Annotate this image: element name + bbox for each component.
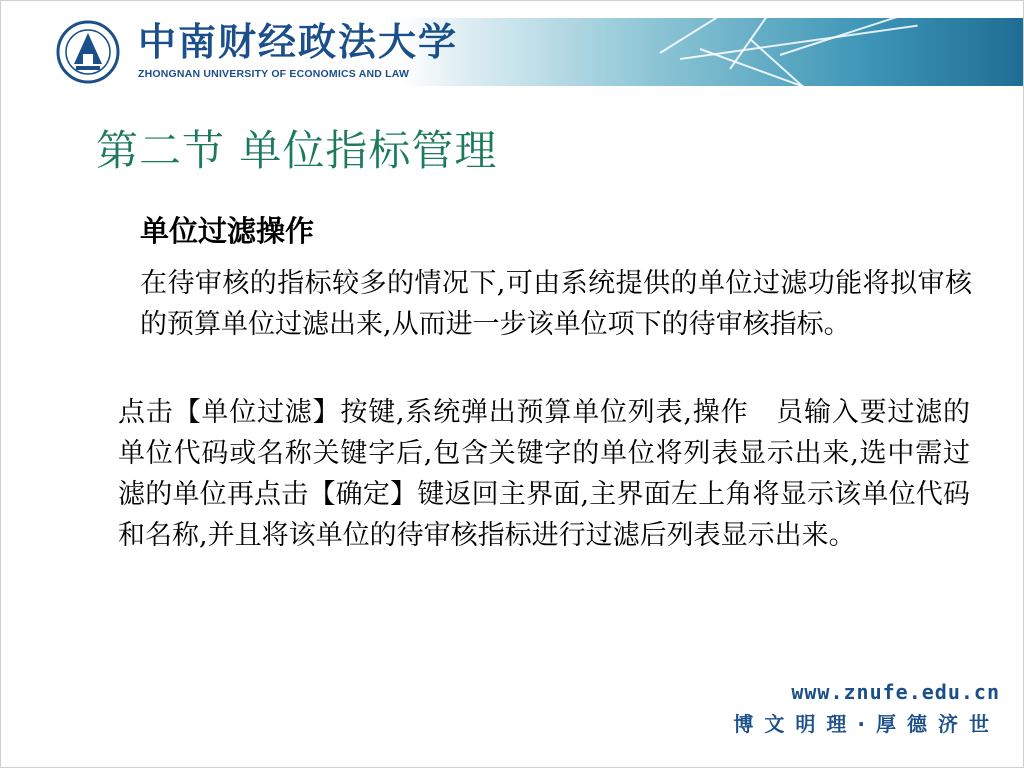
slide-title: 第二节 单位指标管理 [96, 126, 498, 175]
body-paragraph-2: 点击【单位过滤】按键,系统弹出预算单位列表,操作 员输入要过滤的单位代码或名称关键字后,包含关键字的单位将列表显示出来,选中需过滤的单位再点击【确定】键返回主界面,主界面左上角将显示该单位代码和名称,并且将该单位的待审核指标进行过滤后列表显示出来。 [118, 397, 970, 551]
university-name: 中南财经政法大学 [138, 19, 459, 64]
footer-url: www.znufe.edu.cn [791, 680, 1000, 704]
body-paragraph-1: 在待审核的指标较多的情况下,可由系统提供的单位过滤功能将拟审核的预算单位过滤出来,从而进一步该单位项下的待审核指标。 [140, 268, 972, 340]
university-seal-icon [56, 20, 120, 84]
section-subheading: 单位过滤操作 [140, 214, 315, 248]
footer-motto: 博文明理·厚德济世 [733, 712, 1000, 736]
header-banner [400, 18, 1024, 86]
university-name-en: ZHONGNAN UNIVERSITY OF ECONOMICS AND LAW [138, 68, 410, 80]
